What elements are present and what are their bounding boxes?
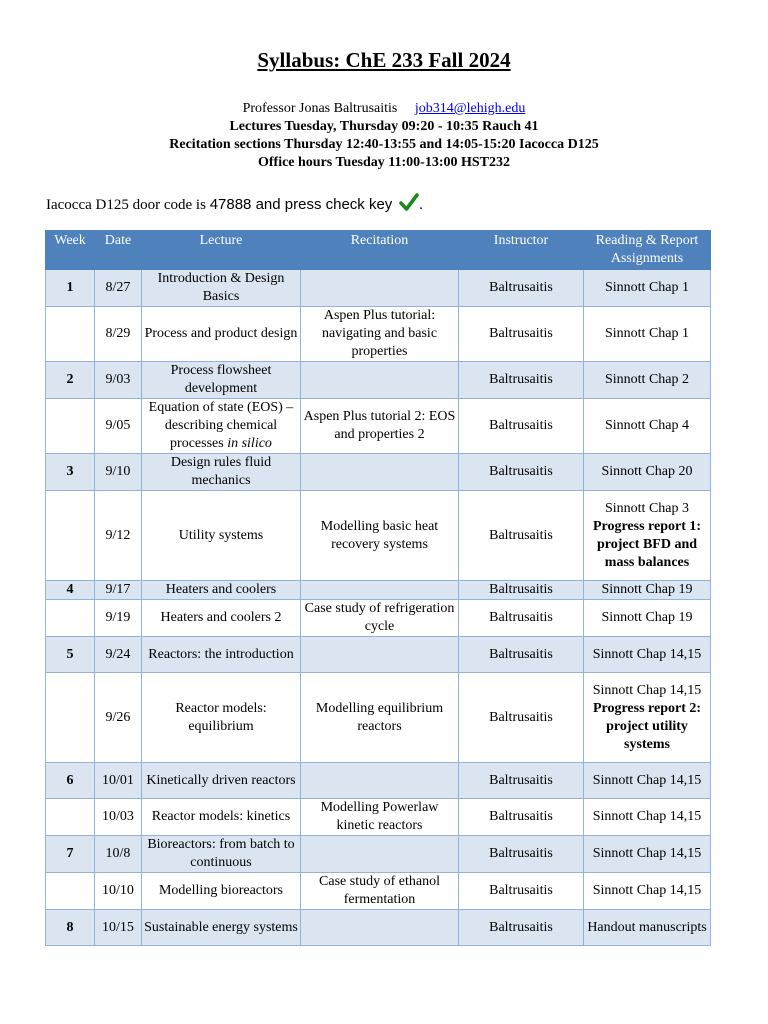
reading-text: Sinnott Chap 19 [601, 582, 693, 597]
week-cell: 7 [46, 836, 95, 873]
instructor-cell: Baltrusaitis [459, 454, 584, 491]
reading-cell [584, 581, 711, 600]
lecture-text: Sustainable energy systems [144, 919, 298, 935]
week-cell: 8 [46, 910, 95, 946]
lecture-cell [142, 637, 301, 673]
date-cell: 9/24 [95, 637, 142, 673]
recitation-cell [301, 581, 459, 600]
table-row [46, 673, 711, 763]
instructor-cell: Baltrusaitis [459, 836, 584, 873]
recitation-cell: Case study of ethanol fermentation [301, 873, 459, 910]
recitation-cell: Aspen Plus tutorial 2: EOS and properties 2 [301, 399, 459, 454]
instructor-cell: Baltrusaitis [459, 910, 584, 946]
date-cell: 8/27 [95, 270, 142, 307]
reading-cell [584, 637, 711, 673]
lecture-text: Design rules fluid mechanics [170, 455, 272, 488]
week-cell [46, 600, 95, 637]
table-header-row [46, 231, 711, 270]
lecture-cell [142, 581, 301, 600]
reading-cell [584, 454, 711, 491]
date-cell: 9/19 [95, 600, 142, 637]
instructor-cell: Baltrusaitis [459, 637, 584, 673]
date-cell: 10/03 [95, 799, 142, 836]
reading-text: Sinnott Chap 1 [604, 280, 689, 295]
reading-cell [584, 763, 711, 799]
table-row [46, 763, 711, 799]
reading-text: Sinnott Chap 14,15 [592, 883, 702, 898]
recitation-line: Recitation sections Thursday 12:40-13:55 and 14:05-15:20 Iacocca D125 [169, 137, 599, 152]
professor-line [0, 100, 768, 118]
reading-cell [584, 399, 711, 454]
week-cell [46, 491, 95, 581]
table-row [46, 491, 711, 581]
instructor-cell: Baltrusaitis [459, 799, 584, 836]
professor-name: Professor Jonas Baltrusaitis [242, 101, 398, 116]
lecture-text: Process and product design [144, 326, 298, 341]
instructor-cell: Baltrusaitis [459, 581, 584, 600]
lecture-text: Modelling bioreactors [158, 883, 284, 898]
week-cell: 6 [46, 763, 95, 799]
instructor-cell: Baltrusaitis [459, 873, 584, 910]
reading-text: Sinnott Chap 14,15 [592, 846, 702, 861]
reading-text: Sinnott Chap 14,15 [592, 682, 702, 698]
recitation-cell [301, 910, 459, 946]
week-cell [46, 799, 95, 836]
date-cell: 10/01 [95, 763, 142, 799]
lecture-text: Reactor models: equilibrium [175, 700, 267, 734]
week-cell [46, 673, 95, 763]
instructor-cell: Baltrusaitis [459, 270, 584, 307]
lecture-cell [142, 307, 301, 362]
reading-text: Sinnott Chap 19 [601, 610, 693, 625]
lecture-text: Utility systems [178, 527, 264, 543]
recitation-cell: Modelling Powerlaw kinetic reactors [301, 799, 459, 836]
door-code-value: 47888 [209, 196, 252, 213]
recitation-cell [301, 763, 459, 799]
lecture-text: Heaters and coolers [165, 582, 277, 597]
recitation-cell: Modelling basic heat recovery systems [301, 491, 459, 581]
schedule-table [45, 230, 711, 946]
email-link[interactable]: job314@lehigh.edu [414, 101, 526, 116]
lecture-cell [142, 910, 301, 946]
table-row [46, 454, 711, 491]
check-icon [399, 192, 419, 217]
instructor-cell: Baltrusaitis [459, 362, 584, 399]
recitation-cell: Aspen Plus tutorial: navigating and basic properties [301, 307, 459, 362]
date-cell: 10/10 [95, 873, 142, 910]
reading-text: Sinnott Chap 1 [604, 326, 689, 341]
week-cell: 5 [46, 637, 95, 673]
date-cell: 9/10 [95, 454, 142, 491]
lectures-line: Lectures Tuesday, Thursday 09:20 - 10:35 Rauch 41 [229, 119, 539, 134]
course-info [0, 100, 768, 172]
instructor-cell: Baltrusaitis [459, 491, 584, 581]
lecture-cell [142, 454, 301, 491]
header-week: Week [46, 231, 95, 270]
door-code-note [46, 192, 423, 217]
lecture-text: Reactors: the introduction [148, 646, 294, 662]
lecture-cell [142, 799, 301, 836]
instructor-cell: Baltrusaitis [459, 763, 584, 799]
reading-text: Sinnott Chap 14,15 [592, 809, 702, 824]
table-row [46, 362, 711, 399]
week-cell: 4 [46, 581, 95, 600]
week-cell [46, 873, 95, 910]
reading-text: Sinnott Chap 14,15 [592, 772, 702, 788]
recitation-cell [301, 637, 459, 673]
reading-text: Handout manuscripts [587, 919, 707, 935]
week-cell: 1 [46, 270, 95, 307]
recitation-cell [301, 836, 459, 873]
lecture-text: Kinetically driven reactors [146, 772, 296, 788]
lecture-italic-text: in silico [227, 436, 272, 451]
lecture-text: Introduction & Design Basics [157, 271, 285, 304]
recitation-cell [301, 454, 459, 491]
table-row [46, 836, 711, 873]
reading-text: Sinnott Chap 3 [604, 500, 689, 516]
reading-cell [584, 836, 711, 873]
date-cell: 9/26 [95, 673, 142, 763]
reading-cell [584, 873, 711, 910]
lecture-cell [142, 362, 301, 399]
table-row [46, 270, 711, 307]
header-recitation: Recitation [301, 231, 459, 270]
reading-text: Sinnott Chap 20 [601, 464, 693, 479]
reading-cell [584, 799, 711, 836]
table-row [46, 307, 711, 362]
lecture-cell [142, 491, 301, 581]
table-row [46, 873, 711, 910]
table-row [46, 910, 711, 946]
reading-cell [584, 270, 711, 307]
recitation-cell: Case study of refrigeration cycle [301, 600, 459, 637]
reading-cell [584, 600, 711, 637]
lecture-text: Heaters and coolers 2 [160, 610, 282, 625]
header-lecture: Lecture [142, 231, 301, 270]
table-row [46, 399, 711, 454]
lecture-cell [142, 600, 301, 637]
lecture-cell [142, 673, 301, 763]
header-instructor: Instructor [459, 231, 584, 270]
office-hours-line: Office hours Tuesday 11:00-13:00 HST232 [257, 155, 511, 170]
lecture-cell [142, 836, 301, 873]
table-row [46, 581, 711, 600]
date-cell: 9/03 [95, 362, 142, 399]
header-date: Date [95, 231, 142, 270]
report-assignment: Progress report 1: project BFD and mass balances [592, 518, 702, 570]
week-cell [46, 307, 95, 362]
reading-cell [584, 362, 711, 399]
reading-text: Sinnott Chap 2 [604, 372, 689, 387]
date-cell: 9/05 [95, 399, 142, 454]
date-cell: 10/15 [95, 910, 142, 946]
reading-cell [584, 910, 711, 946]
recitation-cell [301, 270, 459, 307]
instructor-cell: Baltrusaitis [459, 600, 584, 637]
lecture-text: Process flowsheet development [170, 363, 272, 396]
recitation-cell: Modelling equilibrium reactors [301, 673, 459, 763]
reading-cell [584, 673, 711, 763]
door-code-prefix: Iacocca D125 door code is [46, 197, 210, 213]
week-cell: 2 [46, 362, 95, 399]
lecture-text: Equation of state (EOS) – describing chemical processes [148, 400, 294, 451]
instructor-cell: Baltrusaitis [459, 399, 584, 454]
header-reading: Reading & Report Assignments [584, 231, 711, 270]
door-code-suffix: and press check key [251, 196, 393, 213]
lecture-cell [142, 873, 301, 910]
lecture-text: Bioreactors: from batch to continuous [147, 837, 295, 870]
recitation-cell [301, 362, 459, 399]
table-row [46, 600, 711, 637]
table-row [46, 799, 711, 836]
reading-cell [584, 307, 711, 362]
door-code-end: . [419, 197, 423, 213]
lecture-cell [142, 270, 301, 307]
lecture-text: Reactor models: kinetics [151, 809, 291, 824]
date-cell: 8/29 [95, 307, 142, 362]
lecture-cell [142, 763, 301, 799]
table-row [46, 637, 711, 673]
page-title: Syllabus: ChE 233 Fall 2024 [257, 48, 511, 72]
reading-text: Sinnott Chap 14,15 [592, 646, 702, 662]
reading-text: Sinnott Chap 4 [604, 418, 689, 433]
report-assignment: Progress report 2: project utility systems [592, 700, 702, 752]
lecture-cell [142, 399, 301, 454]
instructor-cell: Baltrusaitis [459, 673, 584, 763]
reading-cell [584, 491, 711, 581]
week-cell [46, 399, 95, 454]
week-cell: 3 [46, 454, 95, 491]
date-cell: 9/17 [95, 581, 142, 600]
date-cell: 9/12 [95, 491, 142, 581]
instructor-cell: Baltrusaitis [459, 307, 584, 362]
date-cell: 10/8 [95, 836, 142, 873]
